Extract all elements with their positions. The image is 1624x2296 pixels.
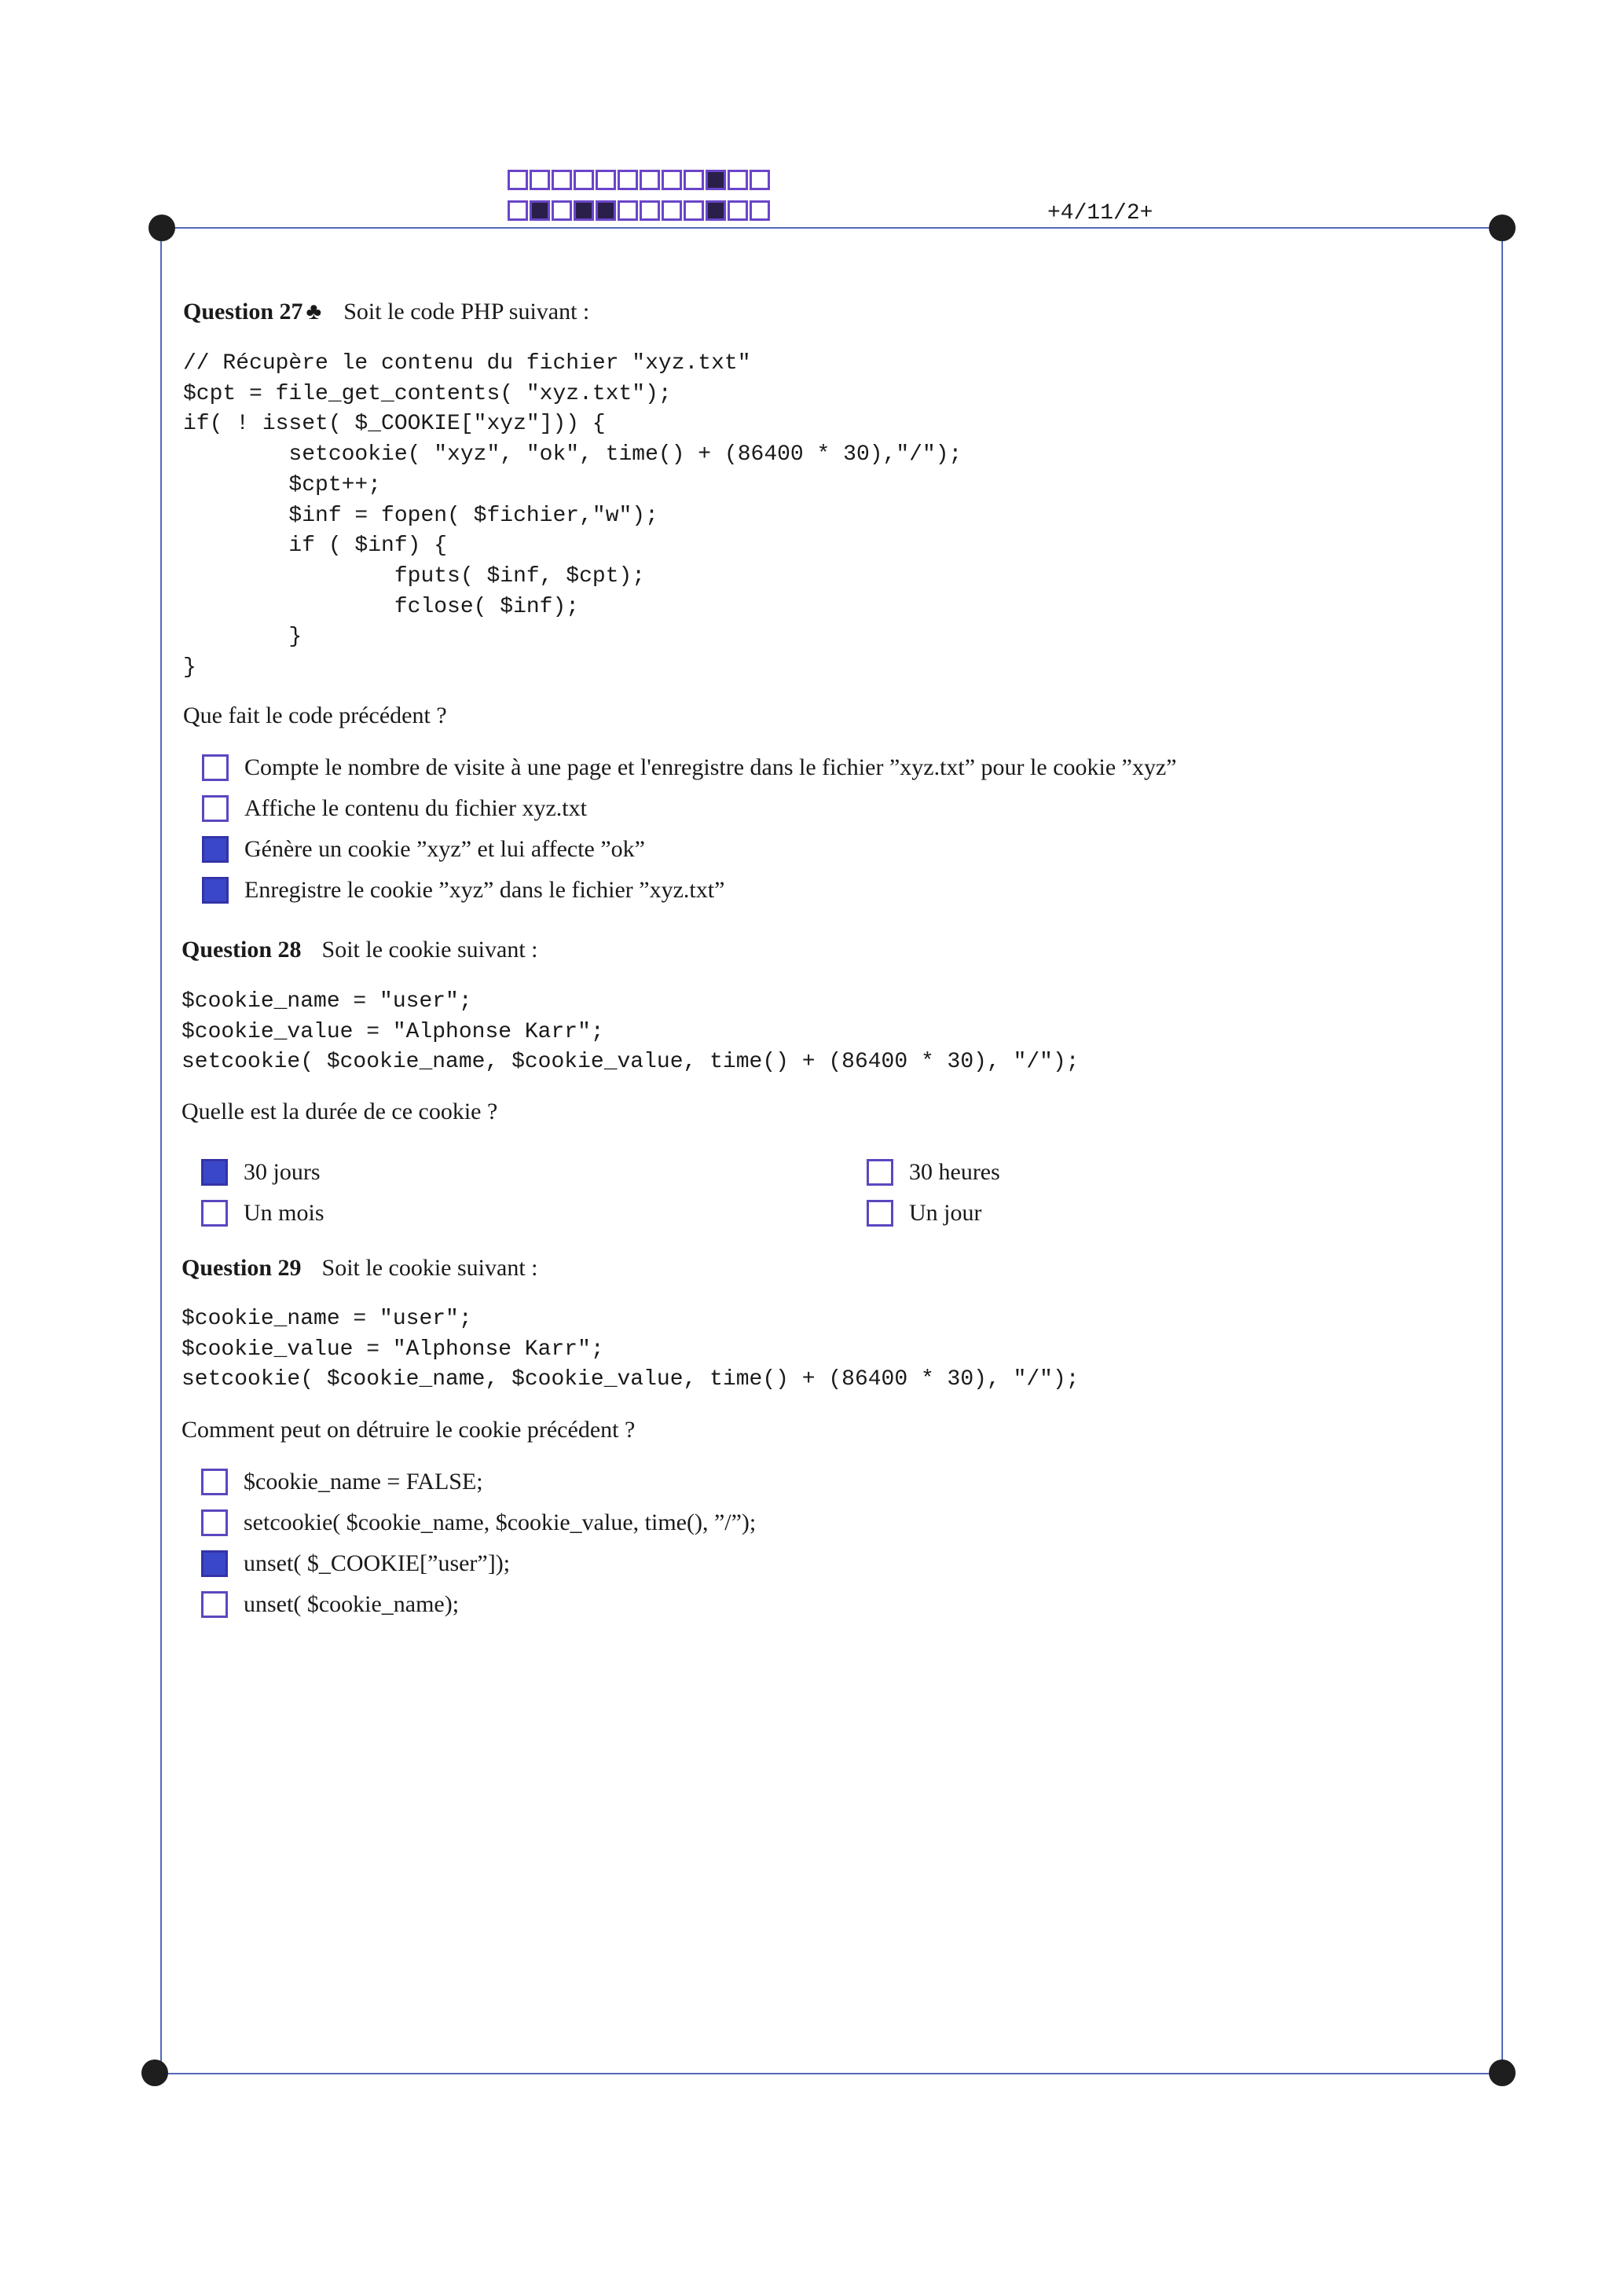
code-cell <box>574 200 594 221</box>
question-intro: Soit le code PHP suivant : <box>343 299 590 325</box>
club-icon: ♣ <box>306 299 322 325</box>
choice-label: Génère un cookie ”xyz” et lui affecte ”ok” <box>244 836 645 862</box>
corner-marker-bottom-right <box>1489 2059 1516 2086</box>
code-cell <box>508 170 528 190</box>
code-cell <box>706 170 726 190</box>
answer-choice[interactable] <box>201 1509 756 1536</box>
choice-label: setcookie( $cookie_name, $cookie_value, time(), ”/”); <box>244 1509 757 1535</box>
choice-label: $cookie_name = FALSE; <box>244 1469 483 1495</box>
code-cell <box>618 200 638 221</box>
code-cell <box>640 200 660 221</box>
frame-right-line <box>1501 229 1503 2073</box>
code-cell <box>618 170 638 190</box>
corner-marker-top-left <box>148 215 175 241</box>
checkbox[interactable] <box>201 1550 228 1577</box>
choice-label: 30 heures <box>909 1159 1000 1185</box>
checkbox[interactable] <box>202 836 229 863</box>
frame-bottom-line <box>155 2073 1502 2074</box>
answer-choice[interactable] <box>202 795 587 822</box>
answer-choice[interactable] <box>201 1550 510 1577</box>
answer-choice[interactable] <box>201 1159 321 1186</box>
code-cell <box>530 200 550 221</box>
checkbox[interactable] <box>202 795 229 822</box>
corner-marker-top-right <box>1489 215 1516 241</box>
checkbox[interactable] <box>201 1159 228 1186</box>
code-cell <box>684 170 704 190</box>
question-intro: Soit le cookie suivant : <box>321 1255 538 1281</box>
code-cell <box>728 170 748 190</box>
code-cell <box>552 170 572 190</box>
code-cell <box>596 200 616 221</box>
page-id: +4/11/2+ <box>1047 201 1153 226</box>
php-code-block: $cookie_name = "user"; $cookie_value = "Alphonse Karr"; setcookie( $cookie_name, $cookie_value, time() + (86400 * 30), "/"); <box>181 989 1080 1075</box>
choice-label: Compte le nombre de visite à une page et l'enregistre dans le fichier ”xyz.txt” pour le cookie ”xyz” <box>244 754 1177 780</box>
frame-top-line <box>162 227 1502 229</box>
question-text: Comment peut on détruire le cookie précédent ? <box>181 1417 636 1443</box>
question-text: Que fait le code précédent ? <box>183 702 447 728</box>
binary-code-row-1 <box>508 170 772 190</box>
code-cell <box>552 200 572 221</box>
code-cell <box>508 200 528 221</box>
corner-marker-bottom-left <box>141 2059 168 2086</box>
question-text: Quelle est la durée de ce cookie ? <box>181 1098 498 1124</box>
checkbox[interactable] <box>867 1200 893 1227</box>
choice-label: Un mois <box>244 1200 324 1226</box>
code-cell <box>706 200 726 221</box>
answer-choice[interactable] <box>202 836 645 863</box>
answer-choice[interactable] <box>201 1200 324 1227</box>
checkbox[interactable] <box>202 754 229 781</box>
checkbox[interactable] <box>201 1509 228 1536</box>
code-cell <box>662 170 682 190</box>
question-number: Question 27 ♣ <box>183 299 322 325</box>
checkbox[interactable] <box>201 1200 228 1227</box>
frame-left-line <box>160 229 162 2073</box>
code-cell <box>728 200 748 221</box>
answer-choice[interactable] <box>867 1200 982 1227</box>
question-number: Question 29 <box>181 1255 302 1281</box>
choice-label: Affiche le contenu du fichier xyz.txt <box>244 795 587 821</box>
php-code-block: $cookie_name = "user"; $cookie_value = "Alphonse Karr"; setcookie( $cookie_name, $cookie_value, time() + (86400 * 30), "/"); <box>181 1307 1080 1392</box>
binary-code-row-2 <box>508 200 772 221</box>
code-cell <box>750 170 770 190</box>
checkbox[interactable] <box>201 1469 228 1495</box>
question-28-header <box>181 937 538 963</box>
php-code-block: // Récupère le contenu du fichier "xyz.txt" $cpt = file_get_contents( "xyz.txt"); if( ! isset( $_COOKIE["xyz"])) { setcookie( "xyz", "ok", time() + (86400 * 30),"/"); $cpt++; $inf = fopen( $fichier,"w"); if ( $inf) { fputs( $inf, $cpt); fclose( $inf); } } <box>183 351 962 680</box>
checkbox[interactable] <box>202 877 229 904</box>
question-27-header <box>183 299 589 325</box>
code-cell <box>596 170 616 190</box>
answer-choice[interactable] <box>201 1591 459 1618</box>
checkbox[interactable] <box>867 1159 893 1186</box>
code-cell <box>530 170 550 190</box>
choice-label: 30 jours <box>244 1159 321 1185</box>
choice-label: unset( $cookie_name); <box>244 1591 460 1617</box>
answer-choice[interactable] <box>201 1469 483 1495</box>
choice-label: Un jour <box>909 1200 982 1226</box>
question-intro: Soit le cookie suivant : <box>321 937 538 963</box>
code-cell <box>684 200 704 221</box>
code-cell <box>640 170 660 190</box>
answer-choice[interactable] <box>867 1159 1000 1186</box>
code-cell <box>574 170 594 190</box>
code-cell <box>662 200 682 221</box>
checkbox[interactable] <box>201 1591 228 1618</box>
answer-choice[interactable] <box>202 754 1177 781</box>
choice-label: Enregistre le cookie ”xyz” dans le fichier ”xyz.txt” <box>244 877 725 903</box>
answer-choice[interactable] <box>202 877 724 904</box>
code-cell <box>750 200 770 221</box>
question-number: Question 28 <box>181 937 302 963</box>
question-29-header <box>181 1255 538 1282</box>
choice-label: unset( $_COOKIE[”user”]); <box>244 1550 511 1576</box>
